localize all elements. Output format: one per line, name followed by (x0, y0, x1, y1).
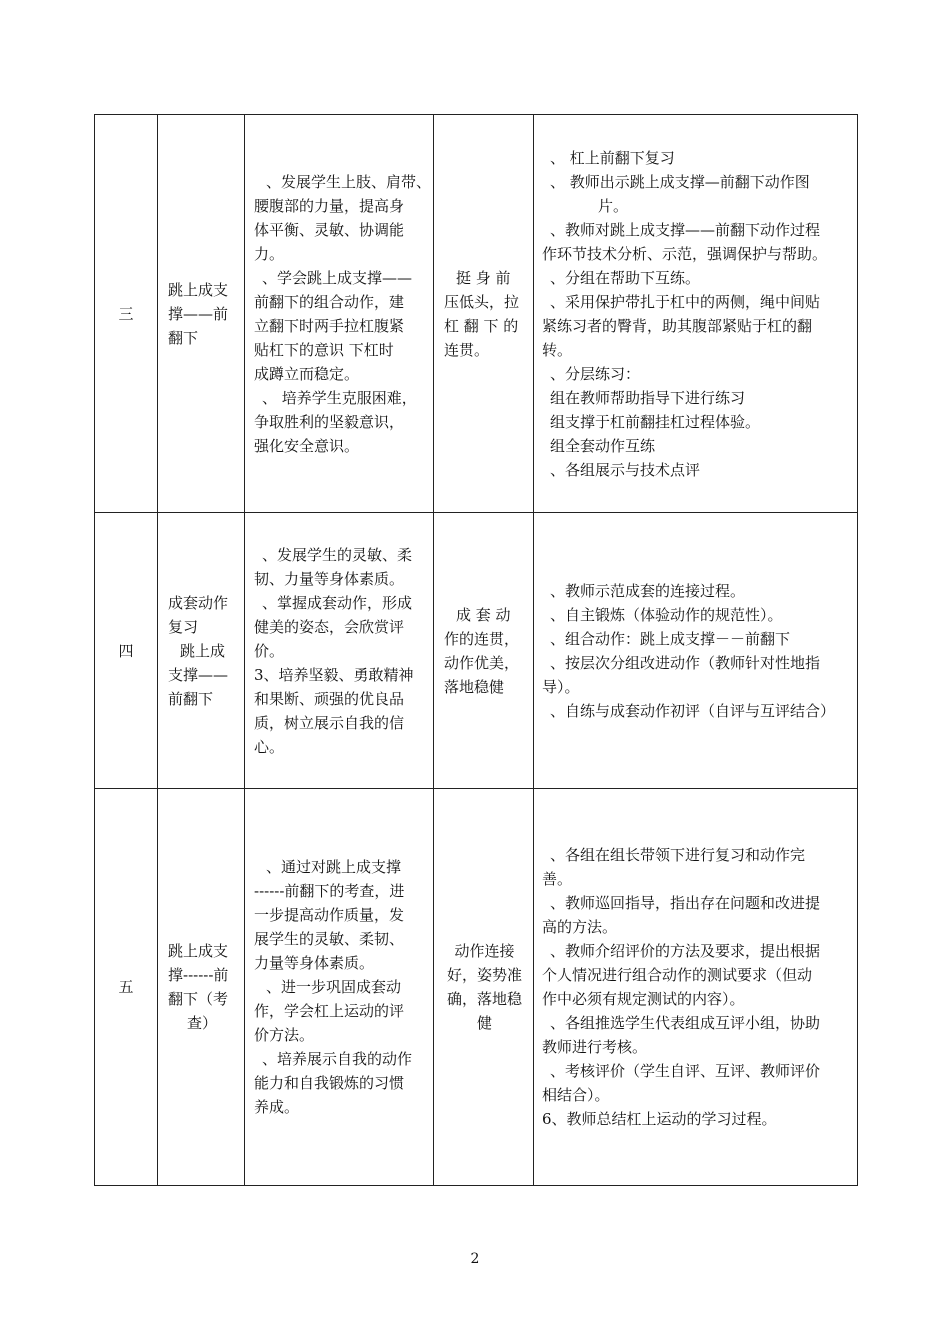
process-line: 、教师介绍评价的方法及要求，提出根据 (550, 942, 821, 960)
lesson-number: 五 (118, 978, 134, 996)
process-line: 导）。 (542, 677, 580, 696)
process-line: 、考核评价（学生自评、互评、教师评价 (550, 1062, 821, 1080)
goal-line: 、 培养学生克服困难， (262, 388, 417, 407)
process-line: 教师进行考核。 (542, 1038, 648, 1056)
process-line: 、分层练习： (550, 364, 641, 383)
goal-cell (245, 513, 434, 789)
process-line: 相结合）。 (542, 1086, 610, 1104)
content-cell (158, 115, 245, 513)
process-line: 、各组展示与技术点评 (550, 460, 701, 479)
goal-line: 心。 (254, 737, 285, 756)
process-cell (534, 115, 858, 513)
key-point-line: 杠 翻 下 的 (444, 316, 519, 335)
page-number: 2 (470, 1251, 480, 1267)
process-line: 、按层次分组改进动作（教师针对性地指 (550, 653, 821, 672)
goal-line: 体平衡、灵敏、协调能 (254, 220, 405, 239)
lesson-plan-table (94, 114, 858, 1186)
lesson-number: 三 (118, 304, 134, 323)
process-cell (534, 513, 858, 789)
goal-line: ------前翻下的考查，进 (254, 882, 405, 900)
goal-line: 力。 (254, 244, 285, 263)
goal-line: 强化安全意识。 (254, 436, 360, 455)
goal-line: 、培养展示自我的动作 (262, 1050, 413, 1068)
process-line: 个人情况进行组合动作的测试要求（但动 (542, 966, 813, 984)
process-line: 、自练与成套动作初评（自评与互评结合） (550, 701, 836, 720)
lesson-number-cell (95, 789, 158, 1186)
key-point-line: 连贯。 (444, 340, 490, 359)
key-point-line: 落地稳健 (444, 677, 505, 696)
goal-line: 、进一步巩固成套动 (266, 978, 402, 996)
goal-line: 展学生的灵敏、柔韧、 (254, 930, 405, 948)
process-line: 善。 (542, 870, 573, 888)
key-point-cell (434, 789, 534, 1186)
content-line: 跳上成 (180, 641, 226, 660)
process-cell (534, 789, 858, 1186)
goal-line: 作，学会杠上运动的评 (254, 1002, 405, 1020)
goal-line: 成蹲立而稳定。 (254, 364, 360, 383)
content-line: 跳上成支 (168, 280, 229, 299)
lesson-number-cell (95, 513, 158, 789)
process-line: 片。 (598, 196, 629, 215)
goal-cell (245, 115, 434, 513)
goal-line: 立翻下时两手拉杠腹紧 (254, 316, 405, 335)
key-point-line: 动作优美， (444, 653, 520, 672)
key-point-line: 成 套 动 (456, 605, 511, 624)
goal-line: 、发展学生上肢、肩带、 (266, 172, 432, 191)
key-point-cell (434, 513, 534, 789)
key-point-line: 作的连贯， (444, 629, 520, 648)
key-point-line: 好，姿势准 (446, 966, 522, 984)
goal-line: 养成。 (254, 1098, 300, 1116)
goal-line: 3、培养坚毅、勇敢精神 (254, 665, 414, 684)
goal-line: 贴杠下的意识 下杠时 (254, 340, 394, 359)
process-line: 组支撑于杠前翻挂杠过程体验。 (550, 412, 761, 431)
key-point-line: 挺 身 前 (456, 268, 511, 287)
process-line: 、 杠上前翻下复习 (550, 148, 675, 167)
content-line: 翻下 (168, 328, 199, 347)
process-line: 组在教师帮助指导下进行练习 (550, 388, 746, 407)
content-line: 成套动作 (168, 593, 229, 612)
process-line: 、自主锻炼（体验动作的规范性）。 (550, 605, 783, 624)
process-line: 、教师巡回指导，指出存在问题和改进提 (550, 894, 821, 912)
key-point-line: 健 (476, 1014, 492, 1032)
goal-line: 韧、力量等身体素质。 (254, 569, 405, 588)
goal-line: 价。 (254, 641, 285, 660)
process-line: 、各组推选学生代表组成互评小组，协助 (550, 1014, 821, 1032)
content-line: 复习 (168, 617, 199, 636)
process-line: 作中必须有规定测试的内容）。 (542, 990, 745, 1008)
goal-line: 力量等身体素质。 (254, 954, 375, 972)
goal-line: 和果断、顽强的优良品 (254, 689, 405, 708)
content-line: 支撑—— (168, 665, 229, 684)
process-line: 、 教师出示跳上成支撑—前翻下动作图 (550, 172, 810, 191)
content-line: 撑——前 (168, 304, 229, 323)
content-line: 跳上成支 (168, 942, 229, 960)
process-line: 、各组在组长带领下进行复习和动作完 (550, 846, 806, 864)
lesson-number-cell (95, 115, 158, 513)
process-line: 高的方法。 (542, 918, 618, 936)
goal-line: 、学会跳上成支撑—— (262, 268, 413, 287)
goal-line: 、通过对跳上成支撑 (266, 858, 402, 876)
content-cell (158, 789, 245, 1186)
goal-line: 质，树立展示自我的信 (254, 713, 405, 732)
key-point-line: 确，落地稳 (446, 990, 522, 1008)
content-line: 前翻下 (168, 689, 214, 708)
content-line: 撑------前 (168, 966, 229, 984)
process-line: 、组合动作：跳上成支撑－－前翻下 (550, 629, 791, 648)
content-line: 查） (186, 1014, 217, 1032)
process-line: 6、教师总结杠上运动的学习过程。 (542, 1110, 777, 1128)
process-line: 组全套动作互练 (550, 436, 656, 455)
process-line: 作环节技术分析、示范，强调保护与帮助。 (542, 244, 828, 263)
goal-cell (245, 789, 434, 1186)
content-line: 翻下（考 (168, 990, 229, 1008)
process-line: 、教师对跳上成支撑——前翻下动作过程 (550, 220, 821, 239)
process-line: 紧练习者的臀背，助其腹部紧贴于杠的翻 (542, 316, 813, 335)
goal-line: 一步提高动作质量，发 (254, 906, 405, 924)
goal-line: 、发展学生的灵敏、柔 (262, 545, 413, 564)
key-point-cell (434, 115, 534, 513)
lesson-number: 四 (118, 641, 134, 660)
table-row (95, 789, 858, 1186)
table-row (95, 513, 858, 789)
key-point-line: 动作连接 (454, 942, 515, 960)
process-line: 、教师示范成套的连接过程。 (550, 581, 746, 600)
goal-line: 、掌握成套动作，形成 (262, 593, 413, 612)
process-line: 转。 (542, 340, 573, 359)
goal-line: 健美的姿态，会欣赏评 (254, 617, 405, 636)
goal-line: 腰腹部的力量，提高身 (254, 196, 405, 215)
goal-line: 能力和自我锻炼的习惯 (254, 1074, 405, 1092)
process-line: 、采用保护带扎于杠中的两侧，绳中间贴 (550, 292, 821, 311)
table-row (95, 115, 858, 513)
content-cell (158, 513, 245, 789)
process-line: 、分组在帮助下互练。 (550, 268, 701, 287)
goal-line: 价方法。 (254, 1026, 315, 1044)
goal-line: 前翻下的组合动作，建 (254, 292, 405, 311)
goal-line: 争取胜利的坚毅意识， (254, 412, 405, 431)
key-point-line: 压低头，拉 (444, 292, 520, 311)
